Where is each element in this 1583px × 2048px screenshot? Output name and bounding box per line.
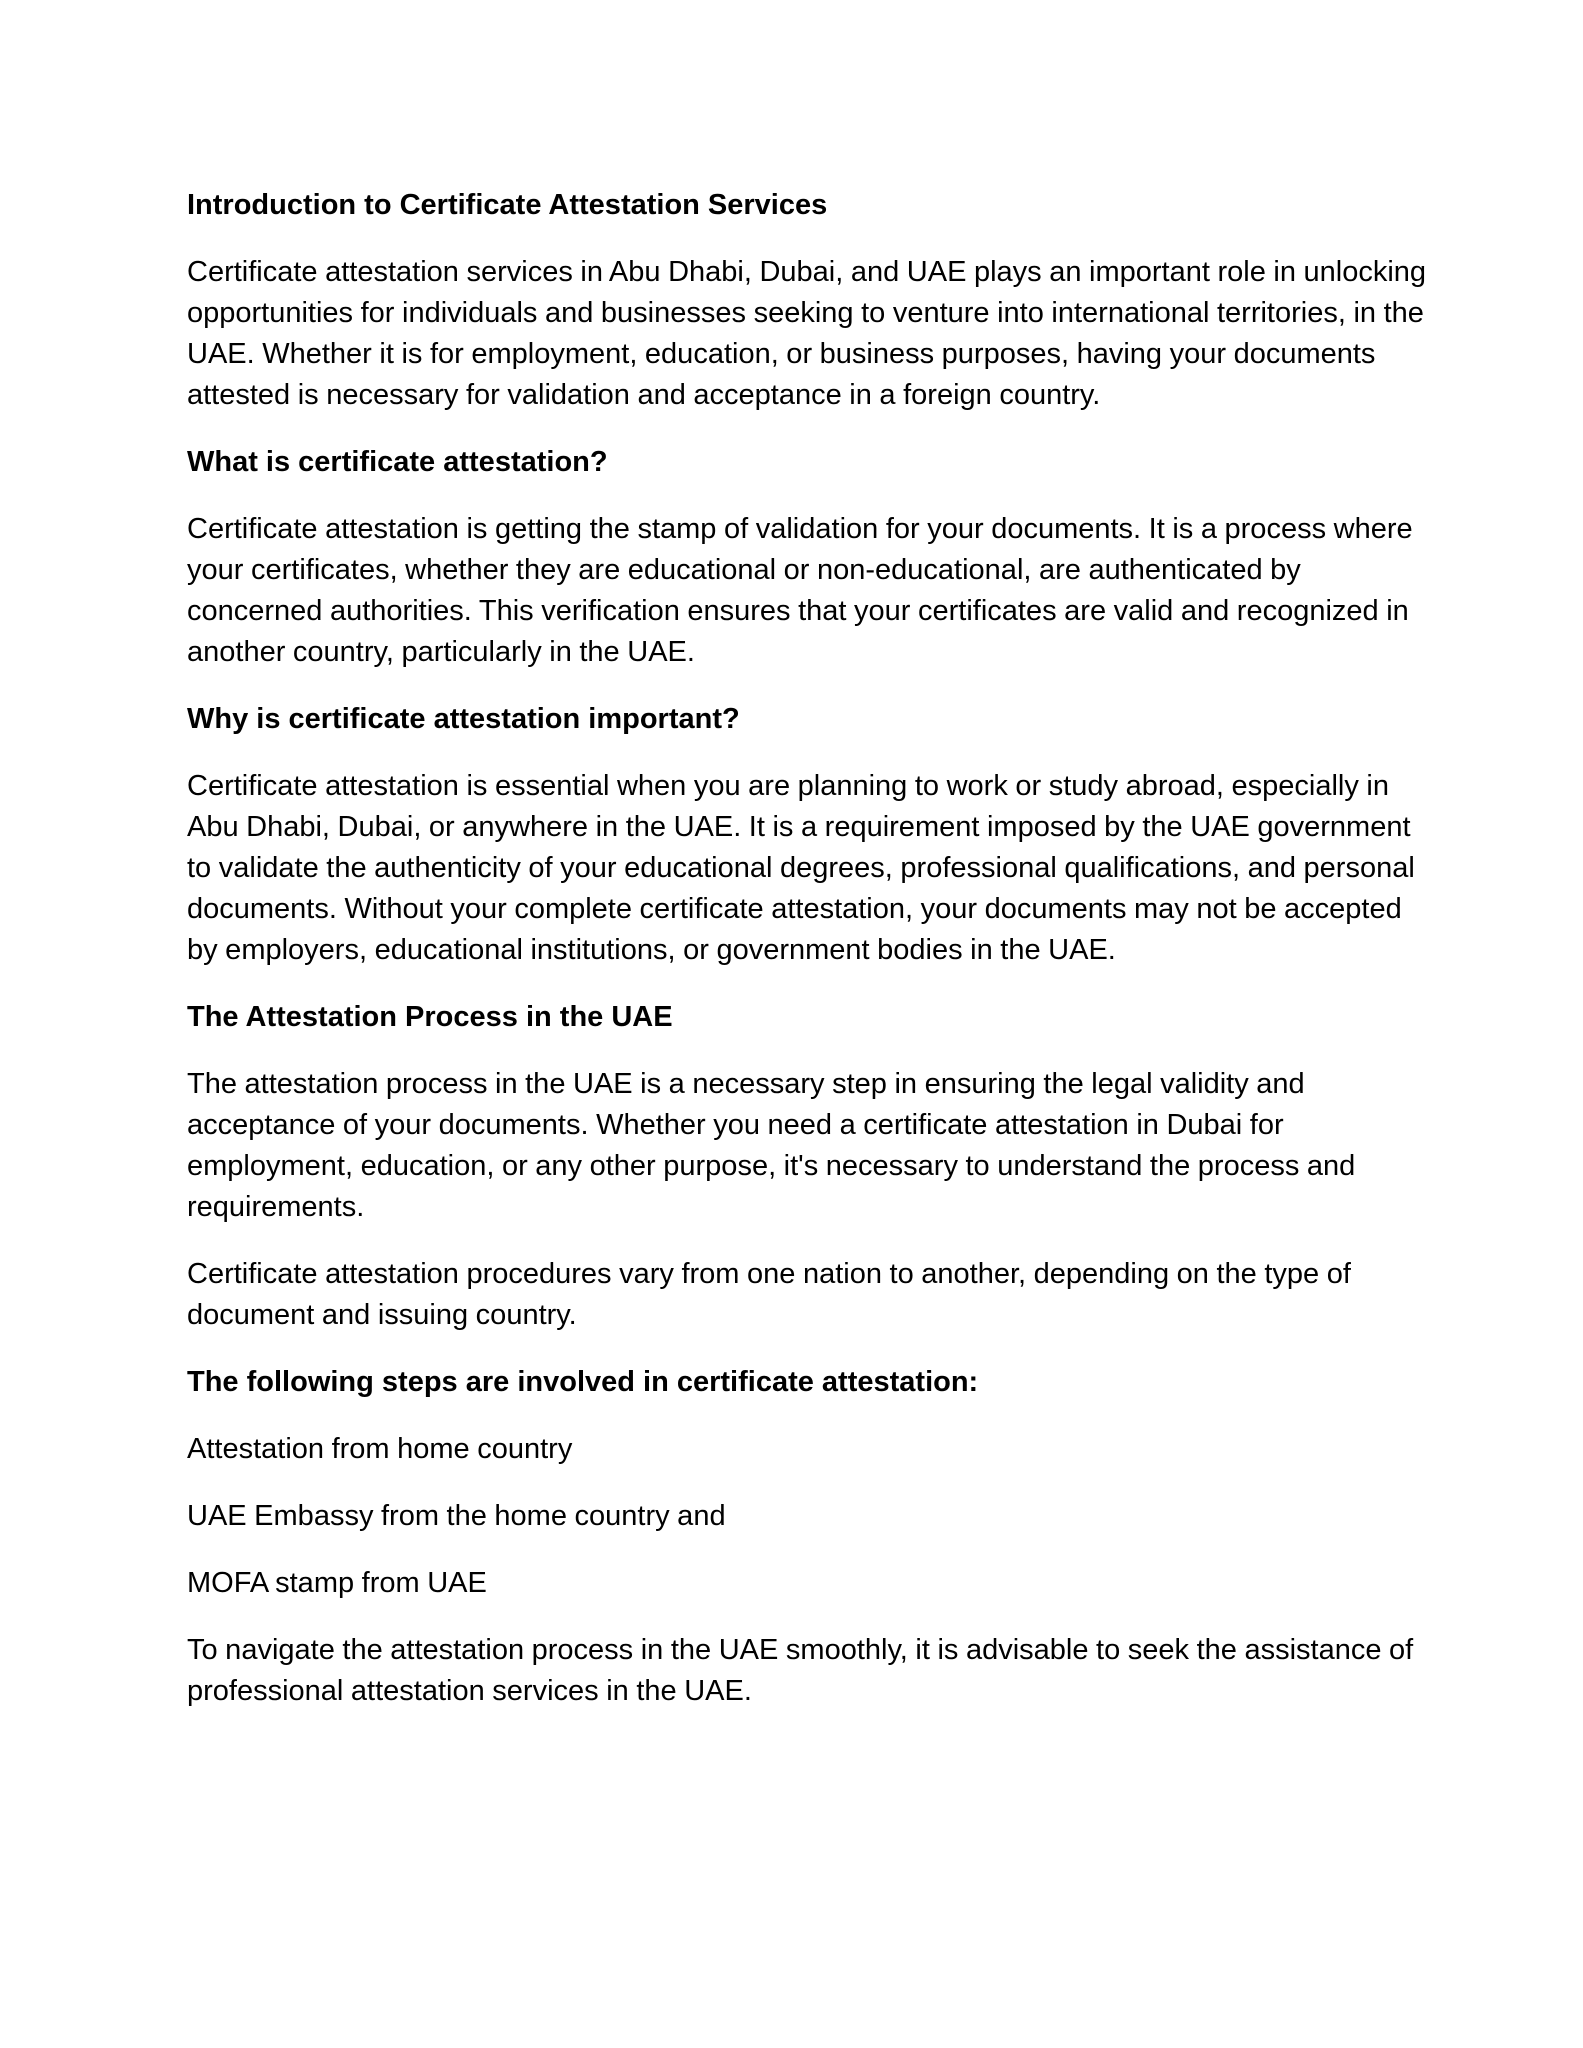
paragraph-what-is: Certificate attestation is getting the stamp of validation for your documents. It is a process where your certificates, whether they are educational or non-educational, are authenticated by concerned authorities. This verification ensures that your certificates are valid and recognized in another country, particularly in the UAE. xyxy=(187,513,1413,668)
step-item-mofa-stamp: MOFA stamp from UAE xyxy=(187,1567,487,1599)
step-item-home-country: Attestation from home country xyxy=(187,1433,573,1465)
section-heading-why-important: Why is certificate attestation important? xyxy=(187,703,740,735)
section-heading-steps: The following steps are involved in certificate attestation: xyxy=(187,1366,979,1398)
step-item-uae-embassy: UAE Embassy from the home country and xyxy=(187,1500,726,1532)
paragraph-introduction: Certificate attestation services in Abu Dhabi, Dubai, and UAE plays an important role in unlocking opportunities for individuals and businesses seeking to venture into international territories, in the UAE. Whether it is for employment, education, or business purposes, having your documents attested is necessary for validation and acceptance in a foreign country. xyxy=(187,256,1427,411)
document-body xyxy=(187,185,1427,1738)
section-heading-what-is: What is certificate attestation? xyxy=(187,446,608,478)
paragraph-process-variation: Certificate attestation procedures vary from one nation to another, depending on the type of document and issuing country. xyxy=(187,1258,1351,1331)
paragraph-closing-advice: To navigate the attestation process in the UAE smoothly, it is advisable to seek the assistance of professional attestation services in the UAE. xyxy=(187,1634,1414,1707)
section-heading-process: The Attestation Process in the UAE xyxy=(187,1001,673,1033)
paragraph-process-overview: The attestation process in the UAE is a necessary step in ensuring the legal validity and acceptance of your documents. Whether you need a certificate attestation in Dubai for employment, education, or any other purpose, it's necessary to understand the process and requirements. xyxy=(187,1068,1356,1223)
section-heading-introduction: Introduction to Certificate Attestation Services xyxy=(187,189,828,221)
paragraph-why-important: Certificate attestation is essential when you are planning to work or study abroad, especially in Abu Dhabi, Dubai, or anywhere in the UAE. It is a requirement imposed by the UAE government to validate the authenticity of your educational degrees, professional qualifications, and personal documents. Without your complete certificate attestation, your documents may not be accepted by employers, educational institutions, or government bodies in the UAE. xyxy=(187,770,1415,966)
